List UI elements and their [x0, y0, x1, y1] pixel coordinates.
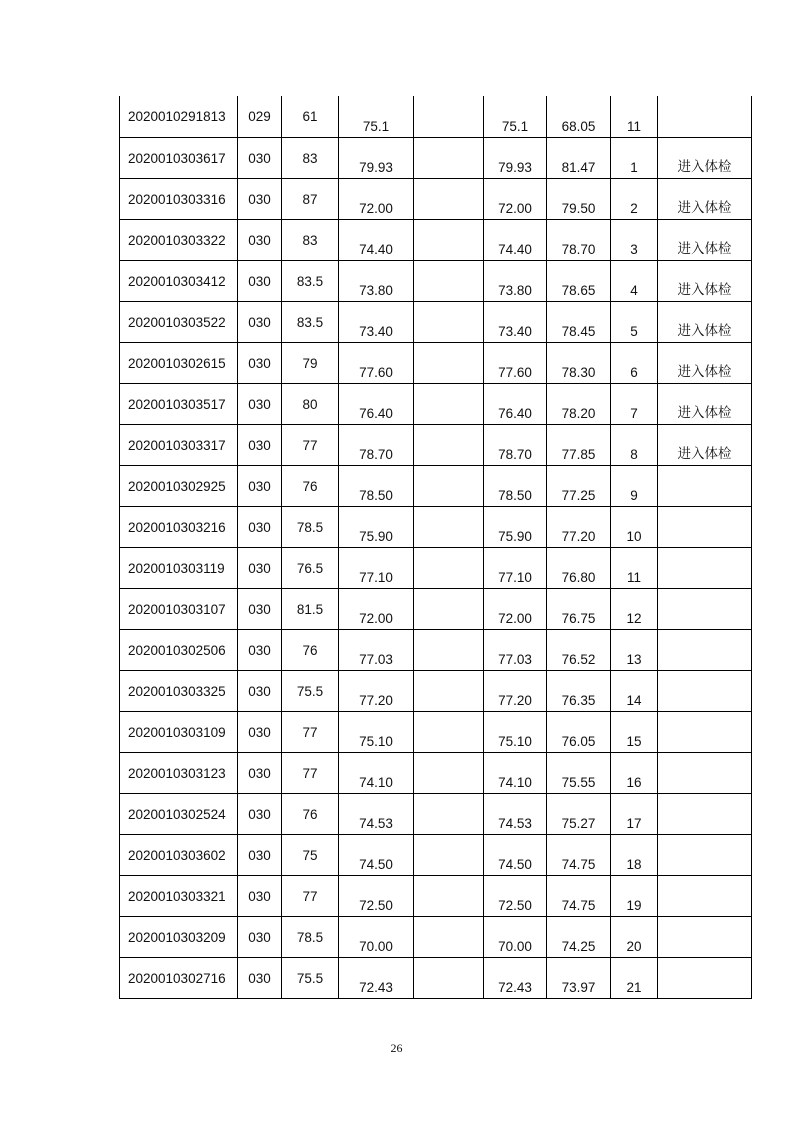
interview-score-cell: 75.10	[339, 711, 414, 752]
blank-score-cell	[414, 670, 484, 711]
interview-score-cell: 72.50	[339, 875, 414, 916]
post-code-cell: 030	[238, 260, 282, 301]
written-score-cell: 77	[282, 875, 339, 916]
table-row	[120, 424, 752, 465]
candidate-id-cell: 2020010303316	[120, 178, 238, 219]
candidate-id-cell: 2020010303109	[120, 711, 238, 752]
table-row	[120, 752, 752, 793]
score-table	[119, 96, 752, 999]
total-score-cell: 78.20	[547, 383, 611, 424]
blank-score-cell	[414, 834, 484, 875]
remark-cell	[658, 96, 752, 137]
rank-cell: 6	[611, 342, 658, 383]
remark-cell	[658, 465, 752, 506]
table-row	[120, 629, 752, 670]
interview-score-cell: 73.80	[339, 260, 414, 301]
table-row	[120, 342, 752, 383]
blank-score-cell	[414, 301, 484, 342]
table-row	[120, 260, 752, 301]
written-score-cell: 61	[282, 96, 339, 137]
written-score-cell: 76	[282, 465, 339, 506]
written-score-cell: 78.5	[282, 916, 339, 957]
written-score-cell: 75.5	[282, 670, 339, 711]
rank-cell: 11	[611, 96, 658, 137]
final-interview-score-cell: 77.60	[484, 342, 547, 383]
table-row	[120, 916, 752, 957]
post-code-cell: 030	[238, 670, 282, 711]
page-number: 26	[390, 1041, 403, 1055]
post-code-cell: 030	[238, 424, 282, 465]
total-score-cell: 77.25	[547, 465, 611, 506]
candidate-id-cell: 2020010303617	[120, 137, 238, 178]
candidate-id-cell: 2020010303321	[120, 875, 238, 916]
candidate-id-cell: 2020010303325	[120, 670, 238, 711]
remark-cell	[658, 711, 752, 752]
written-score-cell: 81.5	[282, 588, 339, 629]
blank-score-cell	[414, 260, 484, 301]
candidate-id-cell: 2020010302615	[120, 342, 238, 383]
table-row	[120, 178, 752, 219]
final-interview-score-cell: 74.53	[484, 793, 547, 834]
blank-score-cell	[414, 957, 484, 998]
remark-cell: 进入体检	[658, 260, 752, 301]
blank-score-cell	[414, 137, 484, 178]
candidate-id-cell: 2020010303517	[120, 383, 238, 424]
total-score-cell: 76.35	[547, 670, 611, 711]
post-code-cell: 030	[238, 711, 282, 752]
rank-cell: 9	[611, 465, 658, 506]
post-code-cell: 030	[238, 137, 282, 178]
blank-score-cell	[414, 752, 484, 793]
rank-cell: 12	[611, 588, 658, 629]
final-interview-score-cell: 74.10	[484, 752, 547, 793]
interview-score-cell: 72.00	[339, 588, 414, 629]
interview-score-cell: 77.20	[339, 670, 414, 711]
remark-cell: 进入体检	[658, 342, 752, 383]
post-code-cell: 029	[238, 96, 282, 137]
interview-score-cell: 78.70	[339, 424, 414, 465]
blank-score-cell	[414, 793, 484, 834]
blank-score-cell	[414, 96, 484, 137]
final-interview-score-cell: 79.93	[484, 137, 547, 178]
remark-cell	[658, 875, 752, 916]
total-score-cell: 78.30	[547, 342, 611, 383]
written-score-cell: 77	[282, 711, 339, 752]
interview-score-cell: 75.90	[339, 506, 414, 547]
remark-cell	[658, 957, 752, 998]
rank-cell: 10	[611, 506, 658, 547]
final-interview-score-cell: 72.43	[484, 957, 547, 998]
interview-score-cell: 72.00	[339, 178, 414, 219]
table-row	[120, 670, 752, 711]
interview-score-cell: 78.50	[339, 465, 414, 506]
blank-score-cell	[414, 588, 484, 629]
rank-cell: 1	[611, 137, 658, 178]
candidate-id-cell: 2020010302925	[120, 465, 238, 506]
total-score-cell: 79.50	[547, 178, 611, 219]
total-score-cell: 68.05	[547, 96, 611, 137]
blank-score-cell	[414, 711, 484, 752]
remark-cell	[658, 629, 752, 670]
total-score-cell: 77.85	[547, 424, 611, 465]
written-score-cell: 77	[282, 424, 339, 465]
total-score-cell: 78.65	[547, 260, 611, 301]
interview-score-cell: 77.60	[339, 342, 414, 383]
written-score-cell: 76	[282, 793, 339, 834]
rank-cell: 17	[611, 793, 658, 834]
remark-cell: 进入体检	[658, 383, 752, 424]
post-code-cell: 030	[238, 178, 282, 219]
post-code-cell: 030	[238, 219, 282, 260]
interview-score-cell: 74.53	[339, 793, 414, 834]
final-interview-score-cell: 77.03	[484, 629, 547, 670]
rank-cell: 2	[611, 178, 658, 219]
remark-cell	[658, 670, 752, 711]
candidate-id-cell: 2020010303602	[120, 834, 238, 875]
remark-cell: 进入体检	[658, 178, 752, 219]
blank-score-cell	[414, 424, 484, 465]
rank-cell: 19	[611, 875, 658, 916]
total-score-cell: 75.55	[547, 752, 611, 793]
interview-score-cell: 74.10	[339, 752, 414, 793]
written-score-cell: 79	[282, 342, 339, 383]
rank-cell: 4	[611, 260, 658, 301]
rank-cell: 5	[611, 301, 658, 342]
written-score-cell: 87	[282, 178, 339, 219]
interview-score-cell: 73.40	[339, 301, 414, 342]
table-row	[120, 547, 752, 588]
table-row	[120, 957, 752, 998]
total-score-cell: 73.97	[547, 957, 611, 998]
rank-cell: 15	[611, 711, 658, 752]
post-code-cell: 030	[238, 301, 282, 342]
remark-cell	[658, 506, 752, 547]
post-code-cell: 030	[238, 547, 282, 588]
remark-cell	[658, 752, 752, 793]
final-interview-score-cell: 73.40	[484, 301, 547, 342]
total-score-cell: 76.05	[547, 711, 611, 752]
total-score-cell: 77.20	[547, 506, 611, 547]
total-score-cell: 76.80	[547, 547, 611, 588]
rank-cell: 18	[611, 834, 658, 875]
table-row	[120, 506, 752, 547]
remark-cell	[658, 834, 752, 875]
candidate-id-cell: 2020010303322	[120, 219, 238, 260]
remark-cell	[658, 793, 752, 834]
post-code-cell: 030	[238, 793, 282, 834]
blank-score-cell	[414, 506, 484, 547]
rank-cell: 20	[611, 916, 658, 957]
blank-score-cell	[414, 547, 484, 588]
interview-score-cell: 79.93	[339, 137, 414, 178]
remark-cell: 进入体检	[658, 137, 752, 178]
candidate-id-cell: 2020010302524	[120, 793, 238, 834]
final-interview-score-cell: 75.1	[484, 96, 547, 137]
remark-cell: 进入体检	[658, 424, 752, 465]
total-score-cell: 74.75	[547, 834, 611, 875]
post-code-cell: 030	[238, 588, 282, 629]
rank-cell: 14	[611, 670, 658, 711]
blank-score-cell	[414, 875, 484, 916]
total-score-cell: 76.52	[547, 629, 611, 670]
table-row	[120, 219, 752, 260]
final-interview-score-cell: 74.50	[484, 834, 547, 875]
post-code-cell: 030	[238, 752, 282, 793]
final-interview-score-cell: 72.00	[484, 588, 547, 629]
candidate-id-cell: 2020010303412	[120, 260, 238, 301]
remark-cell	[658, 916, 752, 957]
rank-cell: 16	[611, 752, 658, 793]
interview-score-cell: 77.03	[339, 629, 414, 670]
total-score-cell: 75.27	[547, 793, 611, 834]
table-row	[120, 875, 752, 916]
blank-score-cell	[414, 178, 484, 219]
candidate-id-cell: 2020010291813	[120, 96, 238, 137]
final-interview-score-cell: 72.50	[484, 875, 547, 916]
final-interview-score-cell: 78.50	[484, 465, 547, 506]
final-interview-score-cell: 75.90	[484, 506, 547, 547]
written-score-cell: 75.5	[282, 957, 339, 998]
written-score-cell: 80	[282, 383, 339, 424]
blank-score-cell	[414, 383, 484, 424]
written-score-cell: 83	[282, 219, 339, 260]
post-code-cell: 030	[238, 875, 282, 916]
total-score-cell: 78.70	[547, 219, 611, 260]
final-interview-score-cell: 74.40	[484, 219, 547, 260]
written-score-cell: 75	[282, 834, 339, 875]
final-interview-score-cell: 78.70	[484, 424, 547, 465]
interview-score-cell: 77.10	[339, 547, 414, 588]
remark-cell	[658, 547, 752, 588]
post-code-cell: 030	[238, 342, 282, 383]
blank-score-cell	[414, 465, 484, 506]
rank-cell: 7	[611, 383, 658, 424]
final-interview-score-cell: 70.00	[484, 916, 547, 957]
interview-score-cell: 74.50	[339, 834, 414, 875]
remark-cell: 进入体检	[658, 301, 752, 342]
remark-cell: 进入体检	[658, 219, 752, 260]
table-row	[120, 301, 752, 342]
written-score-cell: 83	[282, 137, 339, 178]
interview-score-cell: 74.40	[339, 219, 414, 260]
total-score-cell: 74.75	[547, 875, 611, 916]
post-code-cell: 030	[238, 383, 282, 424]
table-row	[120, 711, 752, 752]
written-score-cell: 83.5	[282, 260, 339, 301]
final-interview-score-cell: 77.10	[484, 547, 547, 588]
written-score-cell: 76	[282, 629, 339, 670]
table-row	[120, 793, 752, 834]
rank-cell: 21	[611, 957, 658, 998]
written-score-cell: 77	[282, 752, 339, 793]
candidate-id-cell: 2020010303123	[120, 752, 238, 793]
post-code-cell: 030	[238, 834, 282, 875]
table-row	[120, 137, 752, 178]
final-interview-score-cell: 76.40	[484, 383, 547, 424]
candidate-id-cell: 2020010303209	[120, 916, 238, 957]
written-score-cell: 76.5	[282, 547, 339, 588]
rank-cell: 13	[611, 629, 658, 670]
candidate-id-cell: 2020010303317	[120, 424, 238, 465]
remark-cell	[658, 588, 752, 629]
total-score-cell: 81.47	[547, 137, 611, 178]
blank-score-cell	[414, 219, 484, 260]
blank-score-cell	[414, 916, 484, 957]
total-score-cell: 78.45	[547, 301, 611, 342]
rank-cell: 3	[611, 219, 658, 260]
candidate-id-cell: 2020010303522	[120, 301, 238, 342]
candidate-id-cell: 2020010302506	[120, 629, 238, 670]
candidate-id-cell: 2020010303107	[120, 588, 238, 629]
interview-score-cell: 72.43	[339, 957, 414, 998]
written-score-cell: 83.5	[282, 301, 339, 342]
total-score-cell: 76.75	[547, 588, 611, 629]
rank-cell: 8	[611, 424, 658, 465]
table-row	[120, 383, 752, 424]
candidate-id-cell: 2020010303216	[120, 506, 238, 547]
table-row	[120, 588, 752, 629]
table-row	[120, 96, 752, 137]
rank-cell: 11	[611, 547, 658, 588]
post-code-cell: 030	[238, 916, 282, 957]
interview-score-cell: 75.1	[339, 96, 414, 137]
post-code-cell: 030	[238, 465, 282, 506]
table-row	[120, 834, 752, 875]
table-row	[120, 465, 752, 506]
candidate-id-cell: 2020010302716	[120, 957, 238, 998]
post-code-cell: 030	[238, 506, 282, 547]
total-score-cell: 74.25	[547, 916, 611, 957]
final-interview-score-cell: 73.80	[484, 260, 547, 301]
interview-score-cell: 70.00	[339, 916, 414, 957]
final-interview-score-cell: 77.20	[484, 670, 547, 711]
blank-score-cell	[414, 342, 484, 383]
candidate-id-cell: 2020010303119	[120, 547, 238, 588]
final-interview-score-cell: 72.00	[484, 178, 547, 219]
table-body	[120, 96, 752, 998]
final-interview-score-cell: 75.10	[484, 711, 547, 752]
blank-score-cell	[414, 629, 484, 670]
post-code-cell: 030	[238, 629, 282, 670]
interview-score-cell: 76.40	[339, 383, 414, 424]
written-score-cell: 78.5	[282, 506, 339, 547]
post-code-cell: 030	[238, 957, 282, 998]
